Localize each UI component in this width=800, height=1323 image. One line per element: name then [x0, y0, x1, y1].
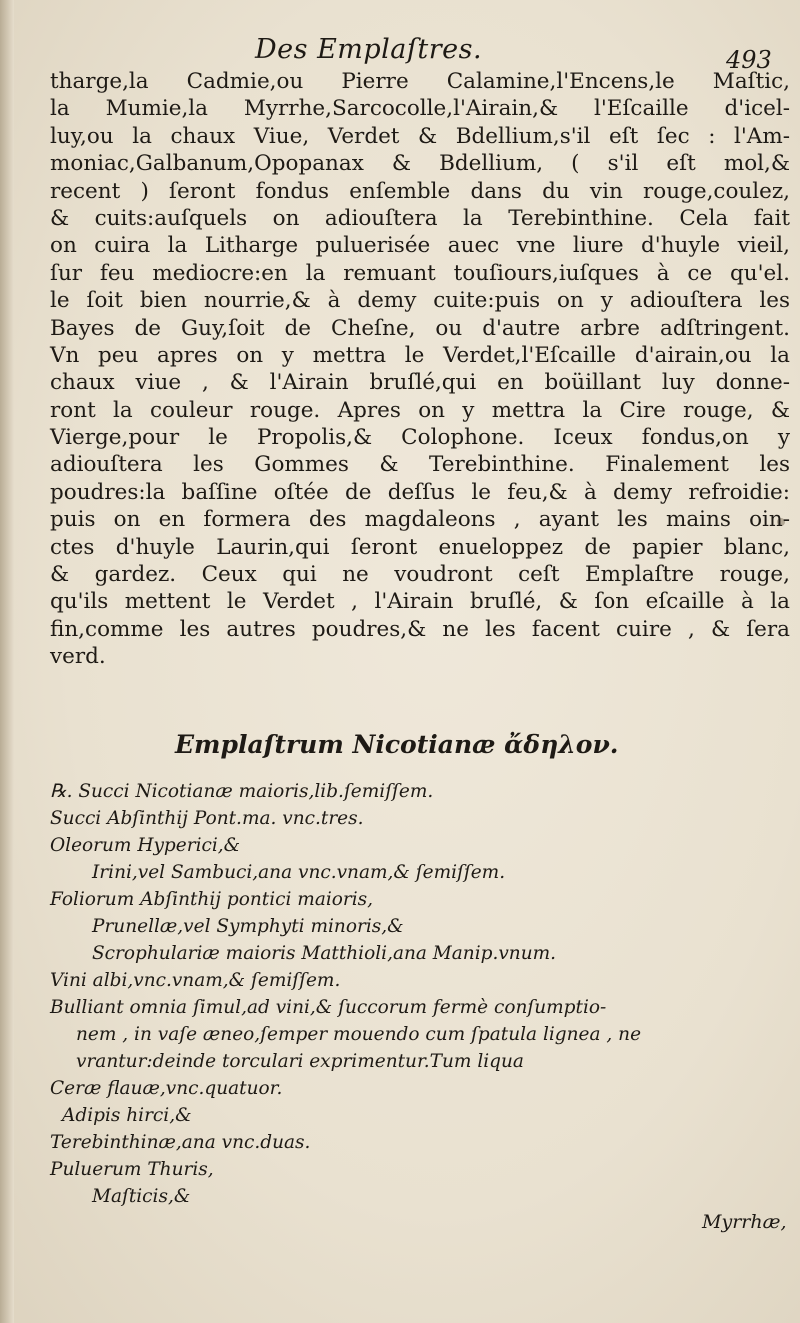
recipe-line: Oleorum Hyperici,&	[50, 835, 241, 856]
recipe-line: Maſticis,&	[92, 1186, 191, 1207]
text-line: Vierge,pour le Propolis,& Colophone. Iceux fondus,on y	[50, 425, 790, 451]
recipe-line: Ceræ flauæ,vnc.quatuor.	[50, 1078, 283, 1099]
page-gutter-shadow	[0, 0, 14, 1323]
recipe-line: Bulliant omnia ſimul,ad vini,& ſuccorum fermè conſumptio-	[50, 997, 607, 1018]
catchword: Myrrhæ,	[702, 1211, 787, 1233]
text-line: ctes d'huyle Laurin,qui ſeront enueloppez de papier blanc,	[50, 534, 790, 560]
recipe-line: nem , in vaſe æneo,ſemper mouendo cum ſpatula lignea , ne	[76, 1024, 642, 1045]
text-line: & cuits:auſquels on adiouſtera la Terebinthine. Cela fait	[50, 205, 790, 231]
text-line: Bayes de Guy,ſoit de Cheſne, ou d'autre arbre adſtringent.	[50, 315, 790, 341]
text-line: verd.	[50, 644, 106, 670]
text-line: qu'ils mettent le Verdet , l'Airain bruſlé, & ſon eſcaille à la	[50, 589, 790, 615]
recipe-line: Foliorum Abſinthij pontici maioris,	[50, 889, 374, 910]
body-paragraph	[50, 68, 790, 671]
recipe-line: Terebinthinæ,ana vnc.duas.	[50, 1132, 311, 1153]
text-line: chaux viue , & l'Airain bruſlé,qui en boüillant luy donne-	[50, 370, 790, 396]
section-heading: Emplaſtrum Nicotianæ ἄδηλον.	[175, 730, 619, 759]
text-line: recent ) ſeront fondus enſemble dans du vin rouge,coulez,	[50, 178, 790, 204]
recipe-line: Irini,vel Sambuci,ana vnc.vnam,& ſemiſſem.	[92, 862, 506, 883]
recipe-line: Scrophulariæ maioris Matthioli,ana Manip.vnum.	[92, 943, 557, 964]
recipe-line: Succi Abſinthij Pont.ma. vnc.tres.	[50, 808, 364, 829]
text-line: on cuira la Litharge puluerisée auec vne liure d'huyle vieil,	[50, 233, 790, 259]
recipe-line: vrantur:deinde torculari exprimentur.Tum liqua	[76, 1051, 524, 1072]
text-line: moniac,Galbanum,Opopanax & Bdellium, ( s'il eſt mol,&	[50, 151, 790, 177]
page-number: 493	[726, 46, 772, 74]
text-line: ront la couleur rouge. Apres on y mettra la Cire rouge, &	[50, 397, 790, 423]
text-line: fin,comme les autres poudres,& ne les facent cuire , & ſera	[50, 616, 790, 642]
recipe-line: Vini albi,vnc.vnam,& ſemiſſem.	[50, 970, 341, 991]
recipe-list	[50, 778, 790, 1210]
text-line: Vn peu apres on y mettra le Verdet,l'Eſcaille d'airain,ou la	[50, 342, 790, 368]
text-line: le ſoit bien nourrie,& à demy cuite:puis on y adiouſtera les	[50, 288, 790, 314]
text-line: poudres:la baſſine oſtée de deſſus le feu,& à demy refroidie:	[50, 479, 790, 505]
text-line: adiouſtera les Gommes & Terebinthine. Finalement les	[50, 452, 790, 478]
recipe-line: Puluerum Thuris,	[50, 1159, 214, 1180]
text-line: puis on en formera des magdaleons , ayant les mains oin-	[50, 507, 790, 533]
recipe-line: ℞. Succi Nicotianæ maioris,lib.ſemiſſem.	[50, 781, 434, 802]
running-head: Des Emplaſtres.	[255, 34, 483, 65]
text-line: & gardez. Ceux qui ne voudront ceſt Emplaſtre rouge,	[50, 562, 790, 588]
recipe-line: Adipis hirci,&	[62, 1105, 192, 1126]
text-line: tharge,la Cadmie,ou Pierre Calamine,l'Encens,le Maſtic,	[50, 69, 790, 94]
text-line: la Mumie,la Myrrhe,Sarcocolle,l'Airain,& l'Eſcaille d'icel-	[50, 96, 790, 122]
recipe-line: Prunellæ,vel Symphyti minoris,&	[92, 916, 404, 937]
text-line: ſur feu mediocre:en la remuant touſiours,iuſques à ce qu'el.	[50, 260, 790, 286]
text-line: luy,ou la chaux Viue, Verdet & Bdellium,s'il eſt ſec : l'Am-	[50, 123, 790, 149]
